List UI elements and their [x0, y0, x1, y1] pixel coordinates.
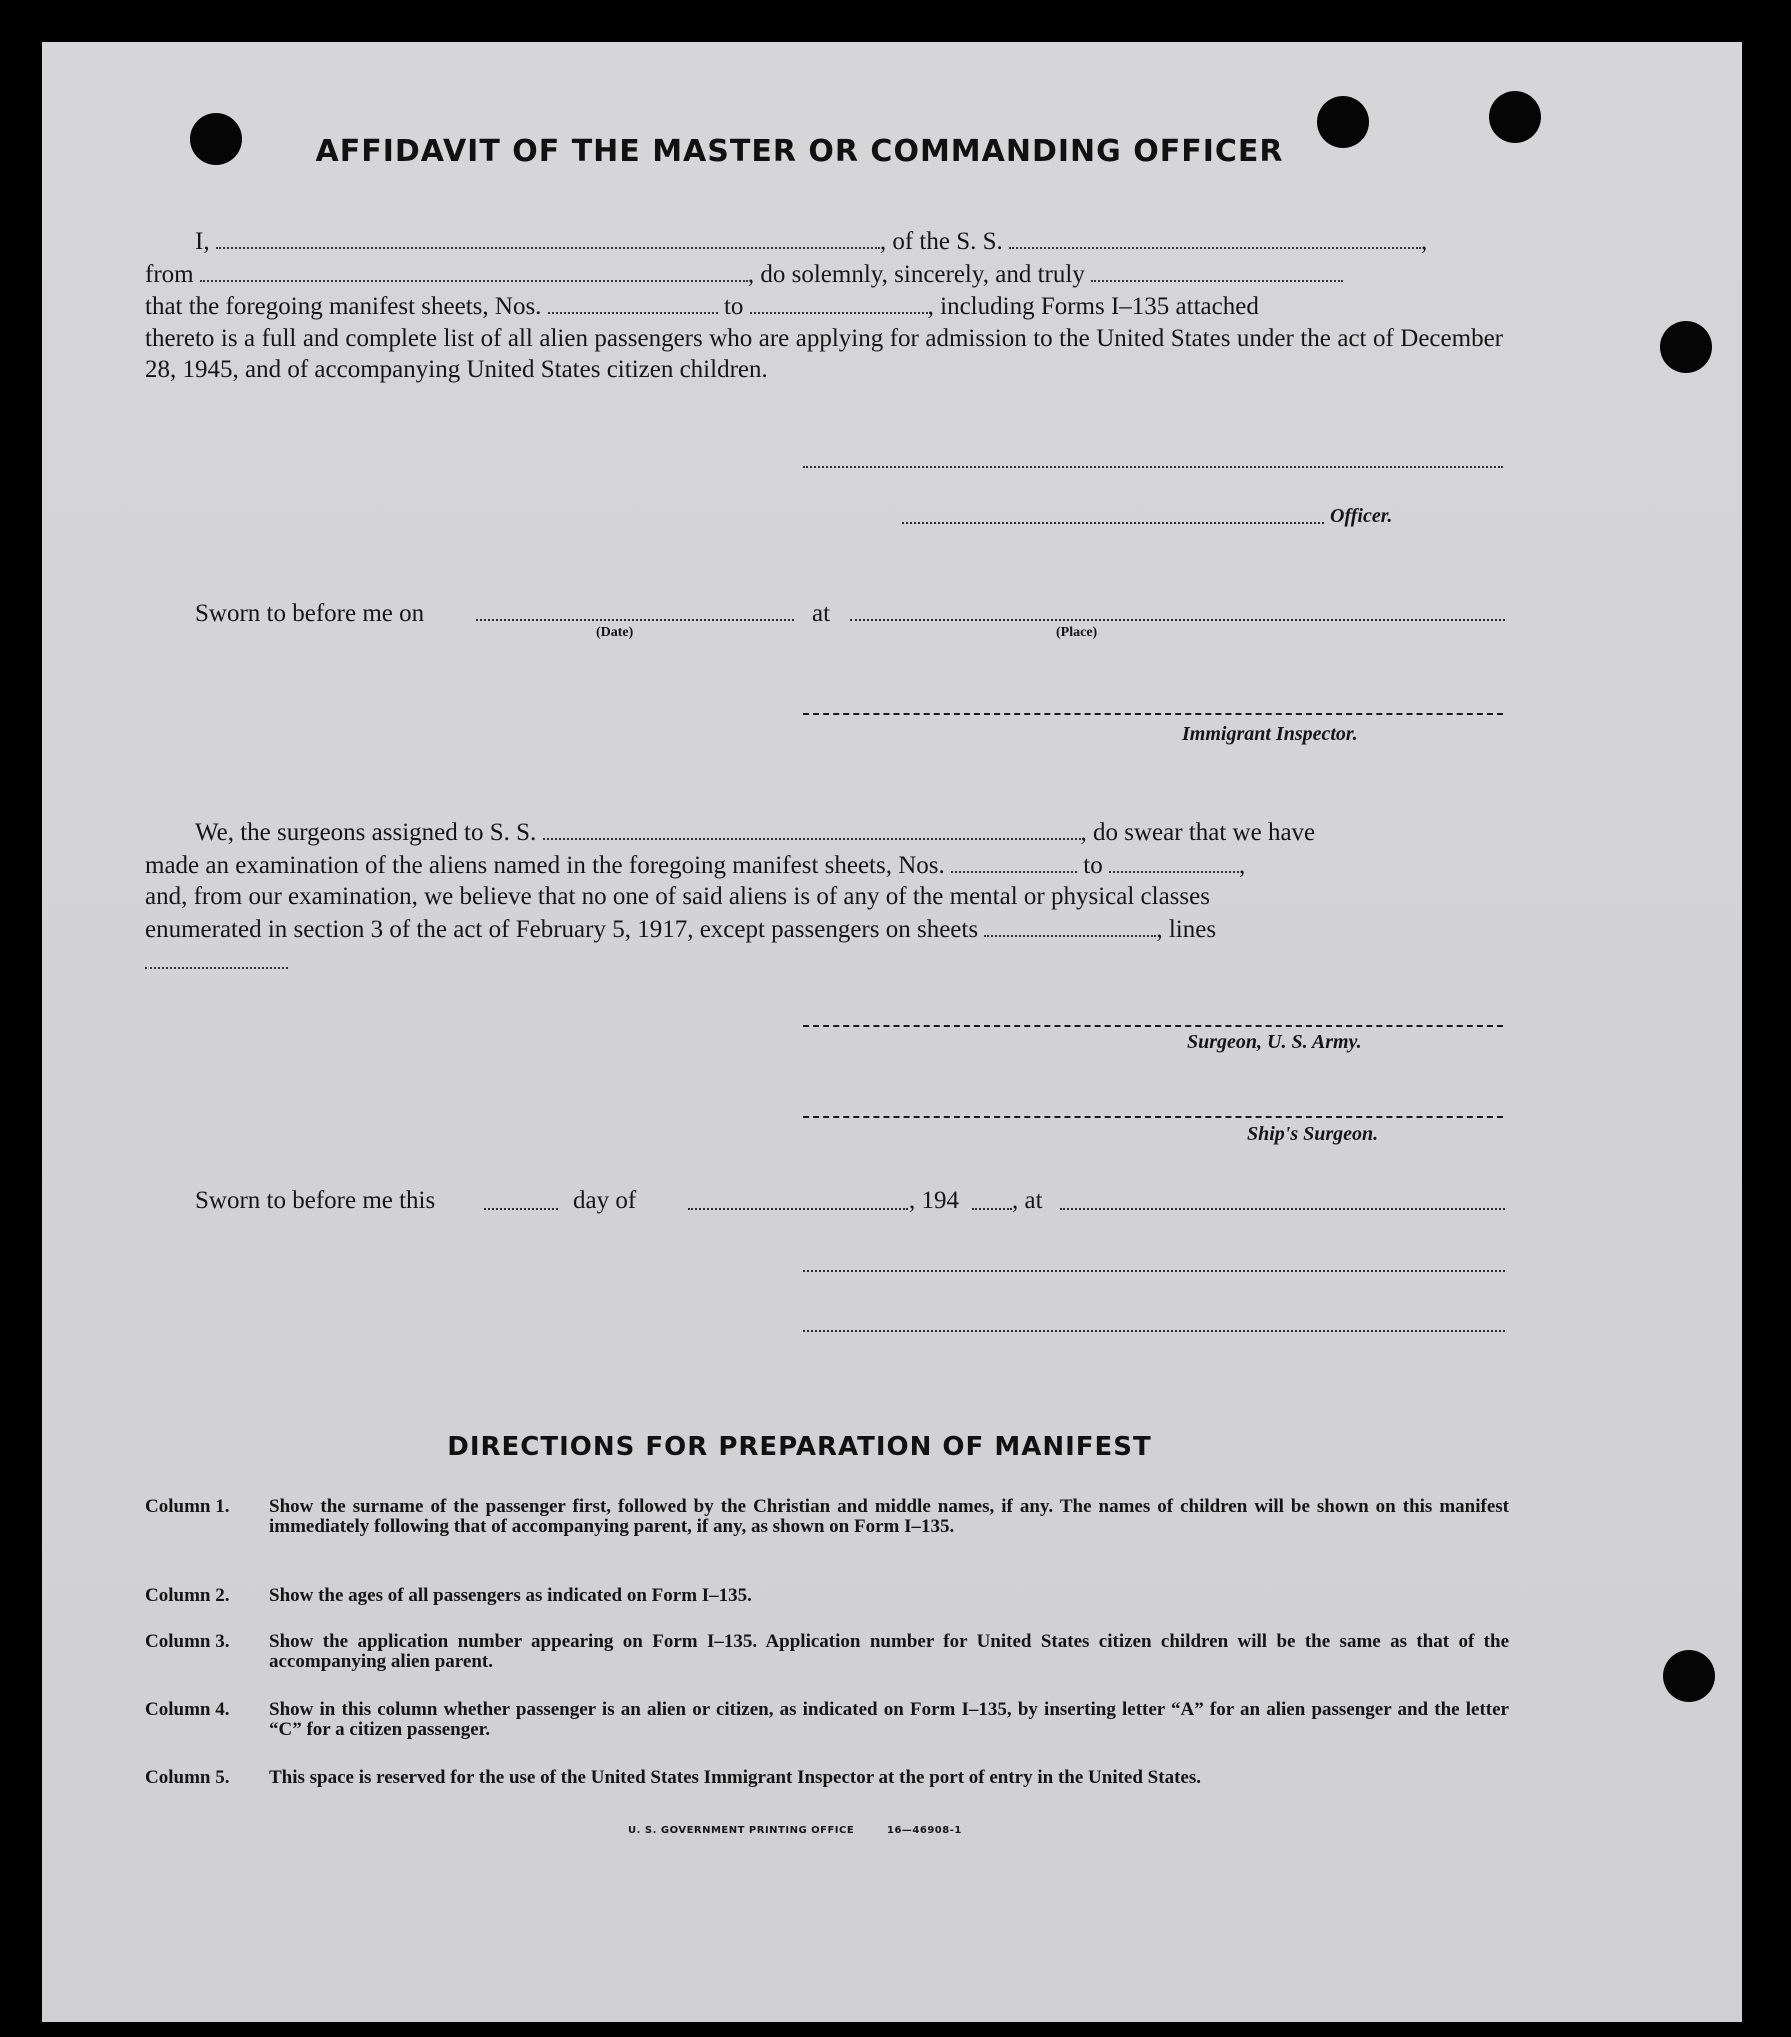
inspector-signature-line-2[interactable] — [803, 1270, 1505, 1272]
officer-label: Officer. — [1330, 505, 1393, 527]
ship-name-field[interactable] — [1009, 225, 1421, 249]
do-swear-text: , do swear that we have — [1080, 819, 1316, 846]
year-text: , 194 — [909, 1187, 959, 1214]
officer-signature-line-1[interactable] — [803, 466, 1503, 468]
surgeon-ship-field[interactable] — [543, 816, 1081, 840]
direction-column-3 — [145, 1632, 1510, 1676]
sworn-on-text: Sworn to before me on — [195, 600, 425, 627]
enumerated-text: enumerated in section 3 of the act of February 5, 1917, except passengers on sheets — [145, 915, 979, 943]
form-code: 16—46908-1 — [887, 1825, 962, 1836]
of-the-ss-text: , of the S. S. — [879, 228, 1003, 255]
sheets-text: that the foregoing manifest sheets, Nos. — [145, 293, 542, 320]
punch-hole — [1660, 321, 1712, 373]
sworn-date-field[interactable] — [476, 619, 794, 621]
direction-column-1 — [145, 1497, 1510, 1561]
army-surgeon-signature-line[interactable] — [803, 1025, 1503, 1027]
at-text: at — [812, 600, 831, 627]
army-surgeon-label: Surgeon, U. S. Army. — [1187, 1031, 1362, 1053]
direction-column-2 — [145, 1586, 1510, 1608]
affidavit-line-3 — [145, 290, 1503, 323]
officer-signature-line-2[interactable] — [902, 522, 1324, 524]
day-of-text: day of — [573, 1187, 637, 1214]
comma: , — [1238, 851, 1246, 879]
except-sheets-field[interactable] — [984, 913, 1156, 937]
from-text: from — [145, 260, 194, 288]
sworn-year-field[interactable] — [972, 1208, 1012, 1210]
sworn-this-text: Sworn to before me this — [195, 1187, 436, 1214]
direction-text: This space is reserved for the use of the United States Immigrant Inspector at the port of entry in the United States. — [269, 1767, 1201, 1788]
including-text: , including Forms I–135 attached — [927, 293, 1259, 320]
we-surgeons-text: We, the surgeons assigned to S. S. — [195, 819, 537, 846]
direction-text: Show the ages of all passengers as indicated on Form I–135. — [269, 1585, 752, 1606]
direction-column-5 — [145, 1768, 1510, 1812]
affidavit-title: AFFIDAVIT OF THE MASTER OR COMMANDING OFFICER — [315, 134, 1284, 169]
sworn-at-field[interactable] — [1060, 1208, 1505, 1210]
place-label: (Place) — [1056, 625, 1098, 640]
affidavit-body: thereto is a full and complete list of all alien passengers who are applying for admission to the United States under the act of December 28, 1945, and of accompanying United States citizen children. — [145, 324, 1503, 383]
inspector-signature-line[interactable] — [803, 713, 1503, 715]
inspector-signature-line-3[interactable] — [803, 1330, 1505, 1332]
surgeons-paragraph — [145, 816, 1503, 978]
affidavit-i: I, — [195, 228, 210, 255]
solemnly-text: , do solemnly, sincerely, and truly — [747, 260, 1085, 288]
affidavit-paragraph — [145, 225, 1503, 386]
port-from-field[interactable] — [200, 258, 748, 282]
form-page — [42, 42, 1742, 2022]
sworn-month-field[interactable] — [688, 1208, 908, 1210]
sworn-on-row — [195, 600, 424, 628]
direction-column-label: Column 1. — [145, 1496, 230, 1517]
lines-text: , lines — [1156, 915, 1217, 943]
ships-surgeon-label: Ship's Surgeon. — [1247, 1123, 1379, 1145]
surgeons-line-5 — [145, 945, 1503, 978]
sworn-day-field[interactable] — [484, 1208, 558, 1210]
punch-hole — [1663, 1650, 1715, 1702]
inspector-label: Immigrant Inspector. — [1182, 723, 1358, 745]
direction-text: Show in this column whether passenger is an alien or citizen, as indicated on Form I–135, by inserting letter “A” for an alien passenger and the letter “C” for a citizen passenger. — [269, 1699, 1509, 1740]
surgeons-line-2 — [145, 849, 1503, 882]
sheet-from-field[interactable] — [548, 290, 718, 314]
exam-sheet-to-field[interactable] — [1109, 849, 1239, 873]
sheet-to-field[interactable] — [750, 290, 928, 314]
comma: , — [1421, 228, 1428, 255]
declaration-field[interactable] — [1091, 258, 1343, 282]
sworn-place-field[interactable] — [850, 619, 1505, 621]
except-lines-field[interactable] — [145, 945, 288, 969]
affidavit-line-1 — [145, 225, 1503, 258]
directions-title: DIRECTIONS FOR PREPARATION OF MANIFEST — [447, 1432, 1152, 1462]
examination-text: made an examination of the aliens named in the foregoing manifest sheets, Nos. — [145, 851, 945, 879]
direction-text: Show the application number appearing on Form I–135. Application number for United States citizen children will be the same as that of the accompanying alien parent. — [269, 1631, 1509, 1672]
direction-column-label: Column 3. — [145, 1631, 230, 1652]
printer-imprint: U. S. GOVERNMENT PRINTING OFFICE — [628, 1825, 855, 1836]
surgeons-line-1 — [145, 816, 1503, 849]
at-text: , at — [1012, 1187, 1043, 1214]
affidavit-line-2 — [145, 258, 1503, 291]
surgeons-line-4 — [145, 913, 1503, 946]
officer-name-field[interactable] — [216, 225, 880, 249]
direction-column-label: Column 5. — [145, 1767, 230, 1788]
direction-column-label: Column 2. — [145, 1585, 230, 1606]
direction-text: Show the surname of the passenger first, followed by the Christian and middle names, if any. The names of children will be shown on this manifest immediately following that of accompanying parent, if any, as shown on Form I–135. — [269, 1496, 1509, 1537]
to-text: to — [723, 293, 744, 320]
exam-sheet-from-field[interactable] — [951, 849, 1077, 873]
direction-column-label: Column 4. — [145, 1699, 230, 1720]
date-label: (Date) — [596, 625, 634, 640]
surgeons-line-3: and, from our examination, we believe that no one of said aliens is of any of the mental or physical classes — [145, 883, 1210, 910]
ships-surgeon-signature-line[interactable] — [803, 1116, 1503, 1118]
direction-column-4 — [145, 1700, 1510, 1744]
to-text: to — [1083, 851, 1103, 879]
